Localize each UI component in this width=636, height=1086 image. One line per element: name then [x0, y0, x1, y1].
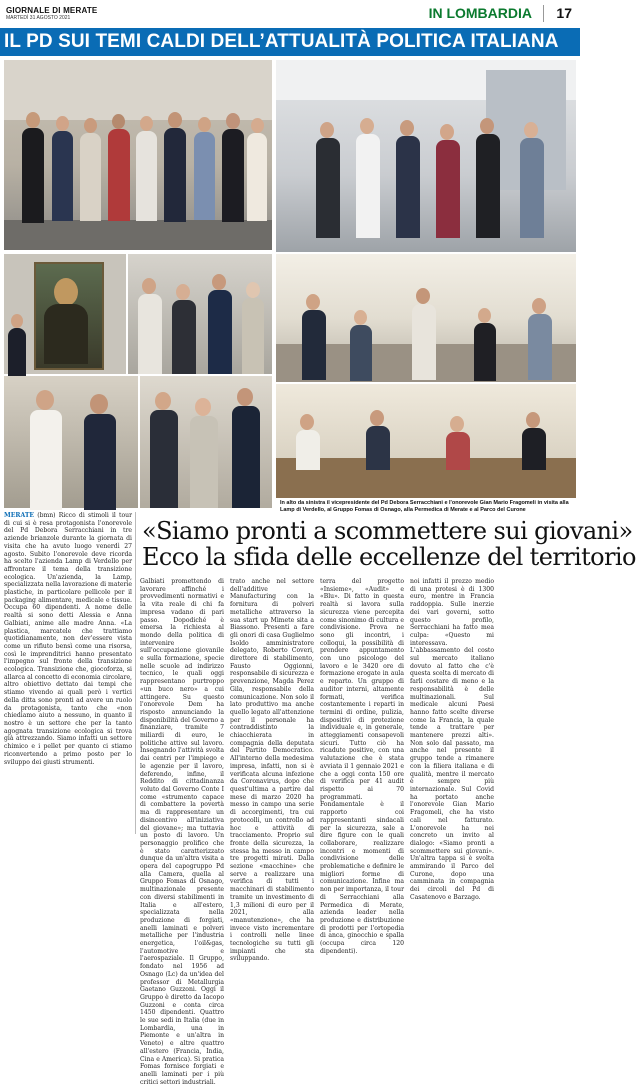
banner — [0, 28, 580, 56]
section-label: IN LOMBARDIA — [428, 5, 532, 21]
dateline-tag: (bmn) — [37, 512, 56, 519]
article-column-1 — [4, 512, 132, 834]
dateline-place: MERATE — [4, 512, 35, 519]
article-column-6 — [500, 578, 576, 834]
headline-line-1: «Siamo pronti a scommettere sui giovani» — [142, 517, 633, 545]
photo-fomas-osnago — [276, 60, 576, 252]
photo-permedica-group — [128, 254, 272, 374]
photo-lower-left — [4, 376, 138, 508]
banner-title: IL PD SUI TEMI CALDI DELL’ATTUALITÀ POLITICA ITALIANA — [4, 31, 559, 52]
article-column-3: trato anche nel settore dell'additive Manufacturing con la fornitura di polveri metalliche attraverso la sua start up Mimete sita a Biassono. Presenti a fare gli onori di casa Guglielmo Isoldo amministratore delegato, Roberto Coveri, direttore di stabilimento, Fausto Oggionni, responsabile di sicurezza e prevenzione, Magda Perez Gila, responsabile della comunicazione. Non solo il lato produttivo ma anche quello legato all'attenzione per il personale ha contraddistinto la chiacchierata in compagnia della deputata del Partito Democratico. All'interno della medesima impresa, infatti, non si è verificata alcuna infezione da Coronavirus, dopo che quest'ultima a partire dal mese di marzo 2020 ha messo in campo una serie di accorgimenti, tra cui protocolli, un controllo ad hoc e attività di tracciamento. Proprio sul fronte della sicurezza, la stessa ha messo in campo tre progetti mirati. Dalla sezione «macchine» che serve a realizzare una verifica di tutti i macchinari di stabilimento tramite un investimento di 1,3 milioni di euro per il 2021, alla «manutenzione», che ha invece visto incrementare i controlli nelle linee tecnologiche su tutti gli impianti che sta sviluppando. — [230, 578, 314, 963]
issue-date: MARTEDÌ 31 AGOSTO 2021 — [6, 15, 71, 21]
photo-meeting — [276, 384, 576, 498]
article-column-4: terra del progetto «Insieme», «Audit» e «Blu». Di fatto in questa realtà si lavora sulla sicurezza viene percepita come sinonimo di cultura e condivisione. Prova ne sono gli incontri, i colloqui, la possibilità di prendere appuntamento con uno psicologo del lavoro e le 3420 ore di formazione erogate in aula e reparto. Un gruppo di auditor interni, altamente formati, verifica costantemente i reparti in termini di ordine, pulizia, dispositivi di protezione individuale e, in generale, atteggiamenti consapevoli sicuri. Tutto ciò ha ricadute positive, con una valutazione che è stata avviata il 1 gennaio 2021 e che a oggi conta 150 ore di verifica per 41 audit rispetto ai 70 programmati. Fondamentale è il rapporto coi rappresentanti sindacali per la sicurezza, sale a dire figure con le quali collaborare, realizzare incontri e momenti di condivisione delle problematiche e definire le migliori forme di comunicazione. Infine ma non per importanza, il tour di Serracchiani alla Permedica di Merate, azienda leader nella produzione e distribuzione di prodotti per l'ortopedia di anca, ginocchio e spalla (occupa circa 120 dipendenti). — [320, 578, 404, 955]
photo-parco-curone — [276, 254, 576, 382]
photo-lower-center — [140, 376, 272, 508]
column-1-text: Ricco di stimoli il tour di cui si è resa protagonista l'onorevole del Pd Debora Serracchiani in tre aziende brianzole durante la giornata di visita che ha avuto luogo venerdì 27 agosto. Subito l'onorevole deve ricorda ha scelto l'azienda Lamp di Verdello per affrontare il tema della transizione ecologica. Un'azienda, la Lamp, specializzata nella lavorazione di materie plastiche, in particolare pellicole per il packaging alimentare, medicale e tissue. Occupa 60 dipendenti. A nome delle realtà si sono detti Alessia e Anna Galbiati, anime alle madre Anna. «La plastica, marcatele che trattiamo quotidianamente, non dev'essere vista come un rifiuto bensì come una risorsa, così le imprenditrici hanno presentato l'impegno sul fronte della transizione ecologica. Transizione che, giocoforza, si allarca al concetto di economia circolare, altro obiettivo dettato dai tempi che stiamo vivendo ai quali però i vertici della ditta sono pronti ad avere un ruolo da protagonista, tanto che «non chiediamo aiuto a nessuno, in quanto il nostro è un settore che per la tanto agognata transizione ecologica si trova già attrezzando. Siamo infatti un settore chimico e i pellet per quanto ci stiamo riconvertendo a primo posto per lo sviluppo dei giusti strumenti. — [4, 512, 133, 766]
photo-mona-lisa — [4, 254, 126, 374]
photo-lamp-verdello — [4, 60, 272, 250]
column-rule — [135, 512, 136, 834]
headline-line-2: Ecco la sfida delle eccellenze del territorio — [142, 543, 636, 571]
photo-caption: In alto da sinistra il vicepresidente del Pd Debora Serracchiani e l'onorevole Gian Mario Fragomeli in visita alla Lamp di Verdello, al Gruppo Fomas di Osnago, alla Permedica di Merate e al Parco del Curone — [280, 500, 569, 513]
header-separator — [543, 5, 544, 22]
page-number: 17 — [556, 5, 572, 21]
article-column-2: Galbiati promettendo di lavorare affinché i provvedimenti normativi e la vita reale di chi fa impresa vadano di pari passo. Dopodiché è emersa la richiesta al mondo della politica di intervenire sull'occupazione giovanile e sulla formazione, specie nelle scuole ad indirizzo tecnico, le quali oggi rappresentano purtroppo «un buco nero» a cui attingere. Su questo l'onorevole Dem ha risposto annunciando la disponibilità del Governo a finanziare, tramite 7 miliardi di euro, le politiche attive sul lavoro. Insegnando l'attività svolta dai centri per l'impiego e le agenzie per il lavoro, deferendo, infine, il Reddito di cittadinanza voluto dal Governo Conte I come «strumento capace di combattere la povertà ma di rappresentare un disincentivo all'iniziativa del giovane»; ma tuttavia un posto di lavoro. Un personaggio prolifico che è stato caratterizzato dunque da un'altra visita a opera del capogruppo Pd alla Camera, quella al Gruppo Fomas di Osnago, multinazionale presente con diversi stabilimenti in Italia e all'estero, specializzata nella produzione di forgiati, anelli laminati e polveri metalliche per l'industria energetica, l'oil&gas, l'automotive e l'aerospaziale. Il Gruppo, fondato nel 1956 ad Osnago (Lc) da un'idea del professor di Metallurgia Gaetano Guzzoni. Oggi il Gruppo è diretto da Iacopo Guzzoni e conta circa 1450 dipendenti. Quattro le sue sedi in Italia (due in Lombardia, una in Piemonte e un'altra in Veneto) e altre quattro all'estero (Francia, India, Cina e America). Si pratica Fomas fornisce forgiati e anelli laminati per i più critici settori industriali. — [140, 578, 224, 1086]
newspaper-name: GIORNALE DI MERATE — [6, 6, 98, 15]
article-column-5: noi infatti il prezzo medio di una protesi è di 1300 euro, mentre in Francia raddoppia. Sulle inerzie dei vari governi, sotto questo profilo, Serracchiani ha fatto mea culpa: «Questo mi interessava. L'abbassamento del costo sul mercato italiano dovuto al fatto che c'è questa scelta di mercato di farli costare di meno e la responsabilità è delle multinazionali. Sul medicale alcuni Paesi hanno fatto scelte diverse come la Francia, la quale tende a trattare per mantenere prezzi alti». Non solo dal passato, ma anche nel presente il gruppo tende a rimanere con la filiera italiana e di qualità, mentre il mercato è sempre più internazionale. Sul Covid ha portato anche l'onorevole Gian Mario Fragomeli, che ha visto cali nel fatturato. L'onorevole ha nei concreto un invito al dialogo: «Siamo pronti a scommettere sui giovani». Un'altra tappa si è svolta ammirando il Parco del Curone, dopo una camminata in compagnia dei circoli del Pd di Casatenovo e Barzago. — [410, 578, 494, 901]
